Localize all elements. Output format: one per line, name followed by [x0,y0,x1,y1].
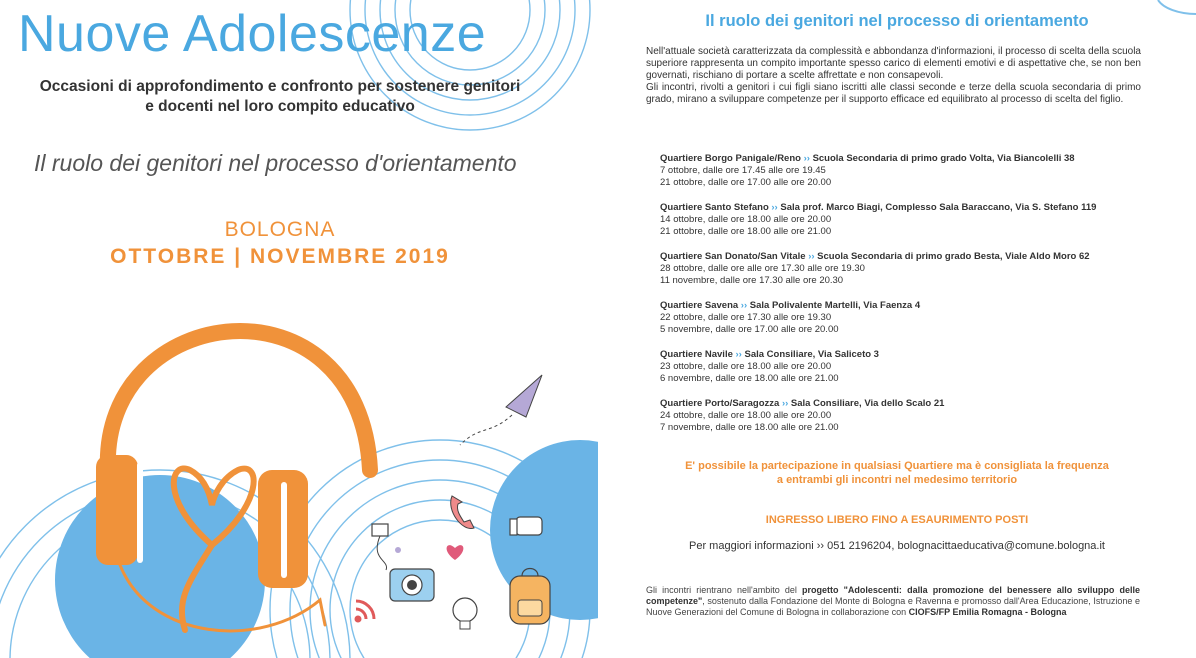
session-date-1: 7 ottobre, dalle ore 17.45 alle ore 19.45 [660,164,826,176]
section-title: Il ruolo dei genitori nel processo di orientamento [705,12,1089,30]
footer-text [646,585,1140,618]
session-venue: Scuola Secondaria di primo grado Besta, Viale Aldo Moro 62 [817,251,1090,262]
note-line-2: a entrambi gli incontri nel medesimo territorio [776,474,1018,486]
intro-paragraph-2: Gli incontri, rivolti a genitori i cui figli siano iscritti alle classi seconde e terze della scuola secondaria di primo grado, mirano a sviluppare competenze per il supporto efficace ed equilibrato al processo di scelta del figlio. [646,82,1141,105]
arrow-icon: ›› [735,349,742,360]
arrow-icon: ›› [781,398,789,409]
footer-project-name: progetto "Adolescenti: dalla promozione del benessere allo sviluppo delle competenze" [646,585,1140,606]
session-date-2: 6 novembre, dalle ore 18.00 alle ore 21.00 [660,372,839,384]
right-panel [598,0,1196,658]
session-date-1: 14 ottobre, dalle ore 18.00 alle ore 20.00 [660,213,832,225]
session-district: Quartiere Savena [660,300,739,311]
session-venue: Sala Polivalente Martelli, Via Faenza 4 [749,300,921,311]
headphones-icon [96,331,370,631]
footer-partner: CIOFS/FP Emilia Romagna - Bologna [908,607,1067,617]
free-entry-label: INGRESSO LIBERO FINO A ESAURIMENTO POSTI [765,514,1029,526]
note-line-1: E' possibile la partecipazione in qualsiasi Quartiere ma è consigliata la frequenza [685,460,1109,472]
session-date-1: 28 ottobre, dalle ore alle ore 17.30 alle ore 19.30 [660,262,865,274]
session-venue: Scuola Secondaria di primo grado Volta, Via Biancolelli 38 [812,153,1075,164]
heart-icon [174,468,254,630]
session-item [660,349,879,384]
session-date-1: 23 ottobre, dalle ore 18.00 alle ore 20.00 [660,360,832,372]
session-district: Quartiere San Donato/San Vitale [660,251,806,262]
footer-part-a: Gli incontri rientrano nell'ambito del [646,585,803,595]
session-district: Quartiere Porto/Saragozza [660,398,780,409]
session-item [660,153,1075,188]
arrow-icon: ›› [803,153,810,164]
thumbs-up-icon [510,517,542,535]
intro-paragraph-1: Nell'attuale società caratterizzata da complessità e abbondanza d'informazioni, il processo di scelta della scuola superiore rappresenta un compito importante spesso carico di elementi emotivi e di aspettative che, se non ben governati, rischiano di portare a scelte affrettate e non consapevoli. [646,46,1141,81]
main-title: Nuove Adolescenze [18,5,487,63]
session-date-1: 24 ottobre, dalle ore 18.00 alle ore 20.00 [660,409,832,421]
session-date-2: 21 ottobre, dalle ore 17.00 alle ore 20.00 [660,176,832,188]
period-label: OTTOBRE | NOVEMBRE 2019 [110,245,450,268]
subtitle-line-2: e docenti nel loro compito educativo [145,98,415,115]
session-date-2: 5 novembre, dalle ore 17.00 alle ore 20.00 [660,323,839,335]
usb-icon [372,524,401,570]
lightbulb-icon [453,598,477,629]
session-district: Quartiere Navile [660,349,733,360]
session-date-2: 7 novembre, dalle ore 18.00 alle ore 21.00 [660,421,839,433]
phone-icon [451,496,474,528]
session-district: Quartiere Borgo Panigale/Reno [660,153,801,164]
backpack-icon [510,569,550,625]
arrow-icon: ›› [808,251,815,262]
intro-text [646,46,1141,106]
session-district: Quartiere Santo Stefano [660,202,769,213]
session-item [660,251,1090,286]
small-heart-icon [447,545,464,560]
session-item [660,202,1096,237]
session-item [660,300,920,335]
session-venue: Sala prof. Marco Biagi, Complesso Sala Baraccano, Via S. Stefano 119 [780,202,1097,213]
theme-title: Il ruolo dei genitori nel processo d'orientamento [34,150,517,176]
session-date-2: 21 ottobre, dalle ore 18.00 alle ore 21.00 [660,225,832,237]
contact-info: Per maggiori informazioni ›› 051 2196204, bolognacittaeducativa@comune.bologna.it [689,540,1105,552]
footer-part-c: , sostenuto dalla Fondazione del Monte di Bologna e Ravenna e promosso dall'Area Educazione, Istruzione e Nuove Generazioni del Comune di Bologna in collaborazione con [646,596,1140,617]
session-venue: Sala Consiliare, Via Saliceto 3 [744,349,879,360]
wifi-icon [356,601,374,621]
city-label: BOLOGNA [224,218,336,241]
session-item [660,398,944,433]
camera-icon [390,569,434,601]
session-date-1: 22 ottobre, dalle ore 17.30 alle ore 19.30 [660,311,832,323]
session-date-2: 11 novembre, dalle ore 17.30 alle ore 20.30 [660,274,844,286]
session-venue: Sala Consiliare, Via dello Scalo 21 [790,398,945,409]
arrow-icon: ›› [771,202,778,213]
paper-plane-icon [460,375,542,445]
subtitle-line-1: Occasioni di approfondimento e confronto per sostenere genitori [39,78,521,95]
arrow-icon: ›› [740,300,748,311]
